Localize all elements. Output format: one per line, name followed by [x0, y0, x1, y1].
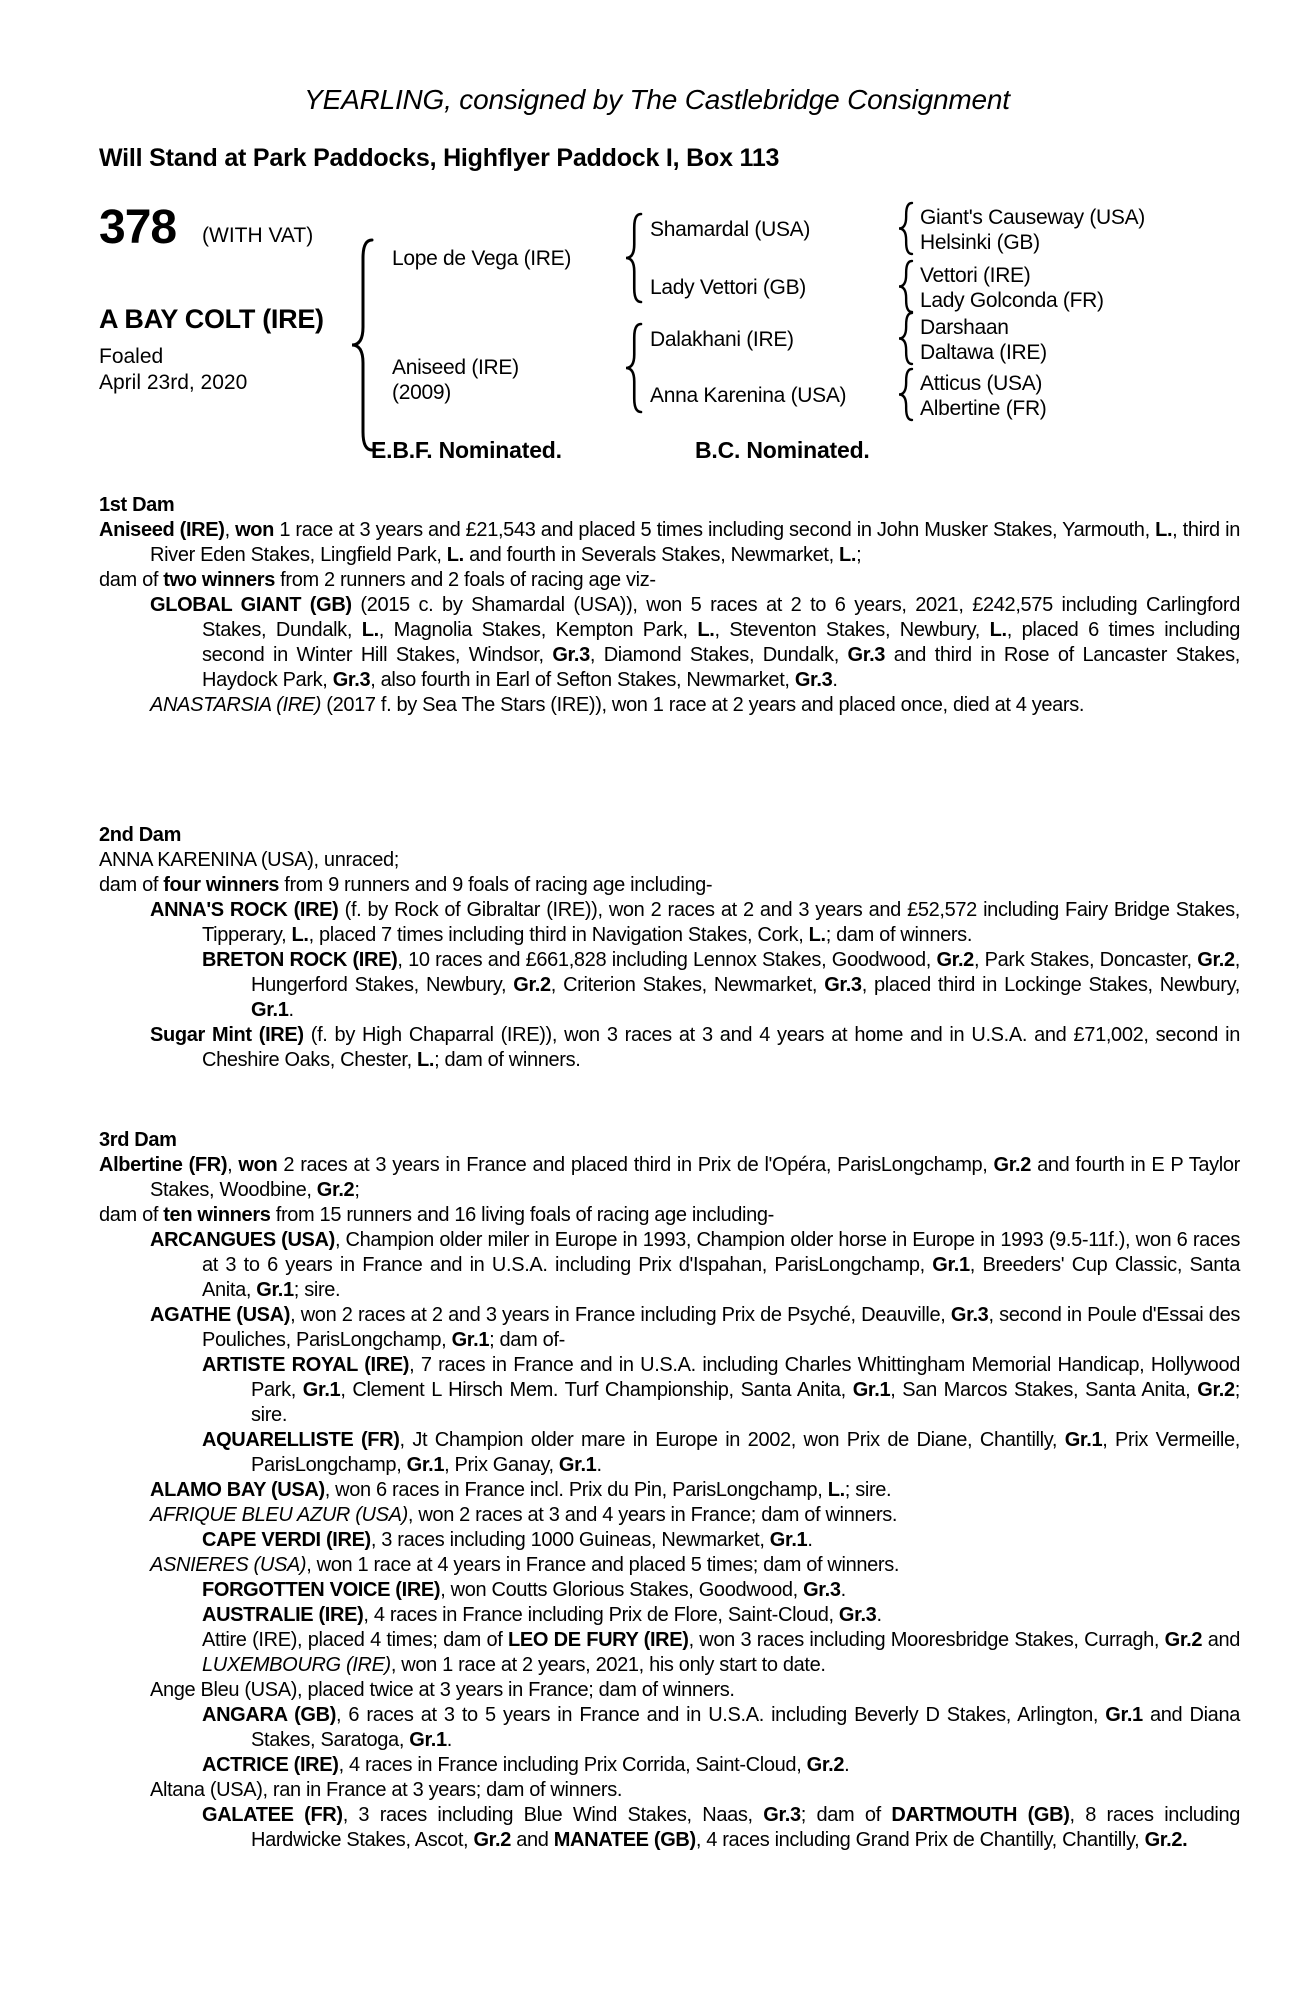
record-text: , Criterion Stakes, Newmarket, — [550, 974, 825, 996]
record-text: , — [227, 1154, 239, 1176]
stand-location: Will Stand at Park Paddocks, Highflyer Paddock I, Box 113 — [99, 144, 780, 172]
record-text: and fourth in E P Taylor Stakes, Woodbine, — [150, 1154, 1240, 1201]
catalogue-paragraph — [99, 1503, 1240, 1528]
record-text: ANNA KARENINA (USA), unraced; — [99, 849, 399, 871]
record-text: , 4 races in France including Prix Corrida, Saint-Cloud, — [338, 1754, 807, 1776]
record-text: , 3 races including Blue Wind Stakes, Naas, — [342, 1804, 764, 1826]
record-text: , 8 races including Hardwicke Stakes, Ascot, — [251, 1804, 1240, 1851]
catalogue-paragraph — [99, 848, 1240, 873]
record-text: Altana (USA), ran in France at 3 years; dam of winners. — [150, 1779, 623, 1801]
record-text: , placed 7 times including third in Navigation Stakes, Cork, — [308, 924, 809, 946]
record-text: , — [224, 519, 236, 541]
record-text: , 3 races including 1000 Guineas, Newmarket, — [370, 1529, 770, 1551]
catalogue-paragraph — [99, 593, 1240, 693]
record-text: dam of — [99, 569, 164, 591]
dam-year: (2009) — [392, 381, 451, 404]
ebf-nomination: E.B.F. Nominated. — [371, 437, 562, 463]
black-type-text: AQUARELLISTE (FR) — [202, 1429, 400, 1451]
record-text: , Prix Ganay, — [444, 1454, 559, 1476]
record-text: , won 1 race at 4 years in France and placed 5 times; dam of winners. — [306, 1554, 900, 1576]
black-type-text: L. — [808, 924, 826, 946]
black-type-text: FORGOTTEN VOICE (IRE) — [202, 1579, 441, 1601]
gen4-name: Vettori (IRE) — [920, 264, 1031, 287]
catalogue-paragraph — [99, 1553, 1240, 1578]
black-type-text: Gr.2 — [936, 949, 974, 971]
sire-dam-name: Lady Vettori (GB) — [650, 276, 806, 299]
black-type-text: won — [238, 1154, 278, 1176]
foaled-label: Foaled — [99, 345, 164, 368]
black-type-text: L. — [1155, 519, 1173, 541]
black-type-text: L. — [697, 619, 715, 641]
black-type-text: L. — [446, 544, 464, 566]
italic-name-text: ASNIERES (USA) — [150, 1554, 307, 1576]
foaled-date: April 23rd, 2020 — [99, 371, 248, 394]
record-text: ; — [856, 544, 862, 566]
black-type-text: Gr.1 — [409, 1729, 447, 1751]
catalogue-paragraph — [99, 568, 1240, 593]
record-text: , won 2 races at 2 and 3 years in France including Prix de Psyché, Deauville, — [290, 1304, 951, 1326]
record-text: , also fourth in Earl of Sefton Stakes, Newmarket, — [370, 669, 795, 691]
black-type-text: ANGARA (GB) — [202, 1704, 337, 1726]
black-type-text: Gr.3 — [803, 1579, 841, 1601]
vat-note: (WITH VAT) — [202, 224, 314, 247]
record-text: (2017 f. by Sea The Stars (IRE)), won 1 race at 2 years and placed once, died at 4 years. — [321, 694, 1085, 716]
black-type-text: Gr.2 — [993, 1154, 1032, 1176]
record-text: Ange Bleu (USA), placed twice at 3 years in France; dam of winners. — [150, 1679, 735, 1701]
italic-name-text: LUXEMBOURG (IRE) — [202, 1654, 391, 1676]
gen4-name: Darshaan — [920, 316, 1009, 339]
dam-section — [99, 1128, 1240, 1853]
black-type-text: ACTRICE (IRE) — [202, 1754, 339, 1776]
bc-nomination: B.C. Nominated. — [695, 437, 870, 463]
black-type-text: ANNA'S ROCK (IRE) — [150, 899, 339, 921]
record-text: , 4 races including Grand Prix de Chantilly, Chantilly, — [695, 1829, 1145, 1851]
black-type-text: LEO DE FURY (IRE) — [508, 1629, 689, 1651]
record-text: , Steventon Stakes, Newbury, — [714, 619, 990, 641]
record-text: . — [840, 1579, 846, 1601]
black-type-text: Gr.1 — [251, 999, 289, 1021]
record-text: . — [844, 1754, 850, 1776]
record-text: ; dam of- — [489, 1329, 565, 1351]
record-text: , won 6 races in France incl. Prix du Pin, ParisLongchamp, — [324, 1479, 828, 1501]
record-text: . — [832, 669, 838, 691]
black-type-text: Gr.2. — [1144, 1829, 1188, 1851]
record-text: ; sire. — [251, 1379, 1240, 1426]
record-text: , Hungerford Stakes, Newbury, — [251, 949, 1240, 996]
black-type-text: Gr.1 — [451, 1329, 490, 1351]
catalogue-paragraph — [99, 1628, 1240, 1678]
record-text: , won 2 races at 3 and 4 years in France; dam of winners. — [407, 1504, 898, 1526]
black-type-text: Gr.2 — [473, 1829, 511, 1851]
catalogue-paragraph — [99, 1353, 1240, 1428]
record-text: dam of — [99, 1204, 164, 1226]
black-type-text: Albertine (FR) — [99, 1154, 228, 1176]
black-type-text: Gr.2 — [1197, 949, 1235, 971]
black-type-text: Sugar Mint (IRE) — [150, 1024, 304, 1046]
record-text: . — [596, 1454, 602, 1476]
gen4-name: Helsinki (GB) — [920, 231, 1040, 254]
colt-description: A BAY COLT (IRE) — [99, 304, 324, 334]
black-type-text: Gr.1 — [769, 1529, 808, 1551]
dam-dam-name: Anna Karenina (USA) — [650, 384, 847, 407]
record-text: ; sire. — [293, 1279, 341, 1301]
dam-sections — [99, 0, 1240, 2000]
catalogue-paragraph — [99, 1778, 1240, 1803]
black-type-text: AUSTRALIE (IRE) — [202, 1604, 364, 1626]
black-type-text: Gr.1 — [1105, 1704, 1143, 1726]
record-text: , won Coutts Glorious Stakes, Goodwood, — [440, 1579, 804, 1601]
record-text: , 6 races at 3 to 5 years in France and in U.S.A. including Beverly D Stakes, Arlington, — [336, 1704, 1106, 1726]
record-text: . — [807, 1529, 813, 1551]
record-text: from 2 runners and 2 foals of racing age viz- — [274, 569, 656, 591]
record-text: , won 1 race at 2 years, 2021, his only start to date. — [390, 1654, 826, 1676]
catalogue-paragraph — [99, 1528, 1240, 1553]
black-type-text: L. — [839, 544, 857, 566]
catalogue-paragraph — [99, 1203, 1240, 1228]
lot-number: 378 — [99, 201, 177, 254]
record-text: , Champion older miler in Europe in 1993, Champion older horse in Europe in 1993 (9.5-11f.), won 6 races at 3 to 6 years in France and in U.S.A. including Prix d'Ispahan, ParisLongchamp, — [202, 1229, 1240, 1276]
italic-name-text: ANASTARSIA (IRE) — [150, 694, 322, 716]
record-text: . — [876, 1604, 882, 1626]
record-text: ; dam of winners. — [434, 1049, 581, 1071]
gen4-name: Giant's Causeway (USA) — [920, 206, 1145, 229]
catalogue-paragraph — [99, 518, 1240, 568]
record-text: (2015 c. by Shamardal (USA)), won 5 races at 2 to 6 years, 2021, £242,575 including Carlingford Stakes, Dundalk, — [202, 594, 1240, 641]
catalogue-paragraph — [99, 1228, 1240, 1303]
catalogue-paragraph — [99, 898, 1240, 948]
record-text: and third in Rose of Lancaster Stakes, Haydock Park, — [202, 644, 1240, 691]
black-type-text: CAPE VERDI (IRE) — [202, 1529, 371, 1551]
black-type-text: Gr.3 — [763, 1804, 801, 1826]
sire-sire-name: Shamardal (USA) — [650, 218, 811, 241]
black-type-text: Gr.2 — [1197, 1379, 1235, 1401]
catalogue-paragraph — [99, 1428, 1240, 1478]
record-text: , 10 races and £661,828 including Lennox Stakes, Goodwood, — [397, 949, 937, 971]
dam-sire-name: Dalakhani (IRE) — [650, 328, 794, 351]
catalogue-paragraph — [99, 948, 1240, 1023]
gen4-name: Daltawa (IRE) — [920, 341, 1047, 364]
record-text: and — [510, 1829, 554, 1851]
black-type-text: L. — [827, 1479, 845, 1501]
record-text: , second in Poule d'Essai des Pouliches, ParisLongchamp, — [202, 1304, 1240, 1351]
catalogue-paragraph — [99, 693, 1240, 718]
black-type-text: Gr.2 — [513, 974, 551, 996]
catalogue-paragraph — [99, 1303, 1240, 1353]
catalogue-paragraph — [99, 1478, 1240, 1503]
record-text: , Diamond Stakes, Dundalk, — [589, 644, 848, 666]
gen4-name: Atticus (USA) — [920, 372, 1043, 395]
gen4-name: Albertine (FR) — [920, 397, 1047, 420]
black-type-text: Gr.3 — [824, 974, 862, 996]
black-type-text: Aniseed (IRE) — [99, 519, 225, 541]
record-text: from 15 runners and 16 living foals of racing age including- — [270, 1204, 774, 1226]
record-text: and Diana Stakes, Saratoga, — [251, 1704, 1241, 1751]
black-type-text: Gr.2 — [316, 1179, 355, 1201]
black-type-text: L. — [989, 619, 1007, 641]
black-type-text: ARCANGUES (USA) — [150, 1229, 335, 1251]
record-text: , Breeders' Cup Classic, Santa Anita, — [202, 1254, 1240, 1301]
dam-section-heading: 1st Dam — [99, 494, 175, 516]
black-type-text: Gr.2 — [806, 1754, 845, 1776]
black-type-text: Gr.3 — [950, 1304, 989, 1326]
record-text: , Jt Champion older mare in Europe in 2002, won Prix de Diane, Chantilly, — [399, 1429, 1065, 1451]
record-text: . — [446, 1729, 452, 1751]
black-type-text: L. — [291, 924, 309, 946]
black-type-text: ARTISTE ROYAL (IRE) — [202, 1354, 410, 1376]
record-text: , placed third in Lockinge Stakes, Newbury, — [861, 974, 1240, 996]
catalogue-paragraph — [99, 1703, 1240, 1753]
black-type-text: Gr.3 — [794, 669, 833, 691]
record-text: , third in River Eden Stakes, Lingfield Park, — [150, 519, 1240, 566]
catalogue-paragraph — [99, 1023, 1240, 1073]
dam-name: Aniseed (IRE) — [392, 356, 519, 379]
black-type-text: BRETON ROCK (IRE) — [202, 949, 398, 971]
record-text: (f. by Rock of Gibraltar (IRE)), won 2 races at 2 and 3 years and £52,572 including Fairy Bridge Stakes, Tipperary, — [202, 899, 1240, 946]
black-type-text: Gr.3 — [847, 644, 886, 666]
black-type-text: four winners — [163, 874, 280, 896]
gen4-name: Lady Golconda (FR) — [920, 289, 1104, 312]
record-text: , placed 6 times including second in Winter Hill Stakes, Windsor, — [202, 619, 1240, 666]
record-text: , San Marcos Stakes, Santa Anita, — [890, 1379, 1198, 1401]
black-type-text: Gr.3 — [332, 669, 371, 691]
record-text: 2 races at 3 years in France and placed third in Prix de l'Opéra, ParisLongchamp, — [277, 1154, 994, 1176]
italic-name-text: AFRIQUE BLEU AZUR (USA) — [150, 1504, 408, 1526]
black-type-text: Gr.3 — [838, 1604, 877, 1626]
record-text: , Park Stakes, Doncaster, — [973, 949, 1198, 971]
catalogue-paragraph — [99, 1578, 1240, 1603]
dam-section-heading: 3rd Dam — [99, 1129, 177, 1151]
black-type-text: Gr.2 — [1164, 1629, 1203, 1651]
black-type-text: Gr.1 — [852, 1379, 891, 1401]
black-type-text: DARTMOUTH (GB) — [891, 1804, 1070, 1826]
black-type-text: GLOBAL GIANT (GB) — [150, 594, 352, 616]
record-text: ; sire. — [844, 1479, 892, 1501]
record-text: ; — [354, 1179, 360, 1201]
record-text: Attire (IRE), placed 4 times; dam of — [202, 1629, 509, 1651]
record-text: ; dam of — [800, 1804, 892, 1826]
sire-name: Lope de Vega (IRE) — [392, 247, 572, 270]
black-type-text: Gr.1 — [558, 1454, 597, 1476]
record-text: and fourth in Severals Stakes, Newmarket, — [463, 544, 840, 566]
black-type-text: ten winners — [163, 1204, 271, 1226]
record-text: from 9 runners and 9 foals of racing age including- — [279, 874, 713, 896]
consignment-title: YEARLING, consigned by The Castlebridge Consignment — [304, 84, 1010, 115]
black-type-text: L. — [417, 1049, 435, 1071]
record-text: , 7 races in France and in U.S.A. including Charles Whittingham Memorial Handicap, Hollywood Park, — [251, 1354, 1240, 1401]
record-text: dam of — [99, 874, 164, 896]
catalogue-paragraph — [99, 873, 1240, 898]
catalogue-paragraph — [99, 1803, 1240, 1853]
black-type-text: two winners — [163, 569, 275, 591]
dam-section — [99, 823, 1240, 1073]
black-type-text: won — [235, 519, 275, 541]
black-type-text: MANATEE (GB) — [553, 1829, 696, 1851]
black-type-text: AGATHE (USA) — [150, 1304, 291, 1326]
record-text: and — [1202, 1629, 1241, 1651]
record-text: , won 3 races including Mooresbridge Stakes, Curragh, — [688, 1629, 1165, 1651]
record-text: (f. by High Chaparral (IRE)), won 3 races at 3 and 4 years at home and in U.S.A. and £71,002, second in Cheshire Oaks, Chester, — [202, 1024, 1240, 1071]
record-text: ; dam of winners. — [825, 924, 973, 946]
black-type-text: L. — [361, 619, 379, 641]
record-text: , Magnolia Stakes, Kempton Park, — [378, 619, 698, 641]
dam-section — [99, 493, 1240, 718]
black-type-text: Gr.3 — [552, 644, 590, 666]
black-type-text: GALATEE (FR) — [202, 1804, 343, 1826]
catalogue-paragraph — [99, 1678, 1240, 1703]
black-type-text: Gr.1 — [256, 1279, 294, 1301]
record-text: , Clement L Hirsch Mem. Turf Championship, Santa Anita, — [340, 1379, 853, 1401]
black-type-text: ALAMO BAY (USA) — [150, 1479, 325, 1501]
record-text: , Prix Vermeille, ParisLongchamp, — [251, 1429, 1240, 1476]
catalogue-paragraph — [99, 1153, 1240, 1203]
black-type-text: Gr.1 — [406, 1454, 445, 1476]
catalogue-paragraph — [99, 1603, 1240, 1628]
black-type-text: Gr.1 — [932, 1254, 970, 1276]
black-type-text: Gr.1 — [302, 1379, 341, 1401]
catalogue-paragraph — [99, 1753, 1240, 1778]
record-text: . — [288, 999, 294, 1021]
record-text: , 4 races in France including Prix de Flore, Saint-Cloud, — [363, 1604, 839, 1626]
record-text: 1 race at 3 years and £21,543 and placed 5 times including second in John Musker Stakes, Yarmouth, — [274, 519, 1156, 541]
dam-section-heading: 2nd Dam — [99, 824, 182, 846]
black-type-text: Gr.1 — [1064, 1429, 1103, 1451]
